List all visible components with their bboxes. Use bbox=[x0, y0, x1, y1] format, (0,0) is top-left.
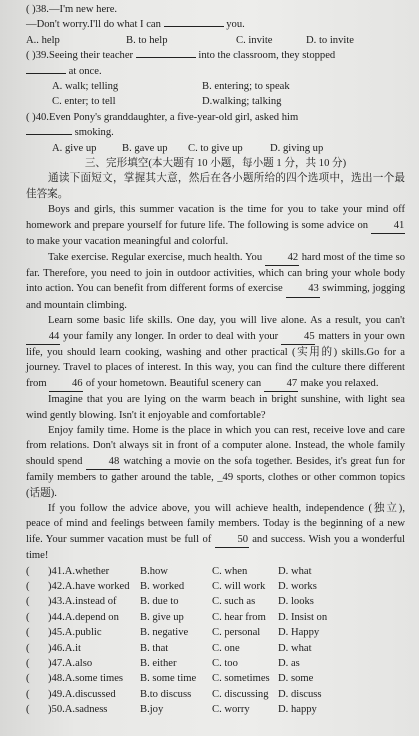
text: Boys and girls, this summer vacation is the time for you to take your mind off homework and prepare yourself for future life. The following is some advice on bbox=[26, 204, 405, 231]
text: hard most of the time so far. Therefore, you need to join in outdoor activities, which can bring your whole body into action. You can benefit from different forms of exercise bbox=[26, 251, 405, 295]
option-a: )45.A.public bbox=[48, 627, 102, 639]
option-d: D. discuss bbox=[278, 688, 322, 700]
answer-row-50 bbox=[26, 702, 405, 717]
answer-options-list bbox=[26, 564, 405, 718]
text: matters in your own life, you should learn cooking, washing and other practical (实用的) skills.Go for a journey. Travel to places of interest. In this way, you can find the culture there different from bbox=[26, 330, 405, 389]
q38-stem-2 bbox=[26, 17, 405, 32]
blank-48: 48 bbox=[86, 454, 120, 470]
paren: ( bbox=[26, 673, 30, 685]
option-b: B. that bbox=[140, 642, 169, 654]
q39-stem-a: ( )39.Seeing their teacher bbox=[26, 50, 134, 62]
blank-44: 44 bbox=[26, 329, 60, 345]
option-c: C. such as bbox=[212, 596, 256, 608]
option-a: )41.A.whether bbox=[48, 565, 110, 577]
option: D. to invite bbox=[306, 34, 354, 46]
option-d: D. some bbox=[278, 673, 314, 685]
paragraph-1 bbox=[26, 202, 405, 249]
q39-stem-b: into the classroom, they stopped bbox=[198, 50, 336, 62]
option-c: C. sometimes bbox=[212, 673, 270, 685]
q39-options-row2 bbox=[26, 94, 405, 109]
answer-row-46 bbox=[26, 641, 405, 656]
q39-stem bbox=[26, 48, 405, 63]
paren: ( bbox=[26, 658, 30, 670]
blank-47: 47 bbox=[264, 376, 298, 392]
option: A.. help bbox=[26, 34, 60, 46]
answer-row-44 bbox=[26, 610, 405, 625]
answer-blank bbox=[164, 26, 224, 27]
option: B. gave up bbox=[122, 142, 168, 154]
answer-blank bbox=[26, 73, 66, 74]
option: C. invite bbox=[236, 34, 273, 46]
option: C. enter; to tell bbox=[52, 96, 116, 108]
section-title: 三、完形填空(本大题有 10 小题，每小题 1 分，共 10 分) bbox=[84, 158, 347, 170]
paragraph-5 bbox=[26, 423, 405, 501]
answer-row-47 bbox=[26, 656, 405, 671]
option-a: )50.A.sadness bbox=[48, 704, 108, 716]
answer-row-42 bbox=[26, 579, 405, 594]
option-d: D. Happy bbox=[278, 627, 320, 639]
text: and success. Wish you a wonderful time! bbox=[26, 533, 406, 562]
option-a: )43.A.instead of bbox=[48, 596, 117, 608]
option: C. to give up bbox=[188, 142, 243, 154]
option-a: )48.A.some times bbox=[48, 673, 124, 685]
q38-stem-b: you. bbox=[226, 19, 245, 31]
option-d: D. happy bbox=[278, 704, 317, 716]
option-d: D. what bbox=[278, 565, 312, 577]
option-c: C. will work bbox=[212, 581, 266, 593]
option-b: B.how bbox=[140, 565, 168, 577]
paren: ( bbox=[26, 581, 30, 593]
option-a: )49.A.discussed bbox=[48, 688, 116, 700]
q38-options bbox=[26, 33, 405, 48]
option-d: D. what bbox=[278, 642, 312, 654]
option-b: B. negative bbox=[140, 627, 189, 639]
option-c: C. worry bbox=[212, 704, 250, 716]
paragraph-2 bbox=[26, 250, 405, 314]
option-a: )46.A.it bbox=[48, 642, 81, 654]
text: your family any longer. In order to deal with your bbox=[60, 330, 282, 342]
q38-stem: ( )38.—I'm new here. bbox=[26, 4, 118, 15]
option-a: )44.A.depend on bbox=[48, 611, 119, 623]
paren: ( bbox=[26, 688, 30, 700]
q39-stem-2 bbox=[26, 64, 405, 79]
option: D.walking; talking bbox=[202, 96, 282, 108]
text: If you follow the advice above, you will achieve health, independence (独立), peace of mind and feelings between family members. Today is the beginning of a new life. Your summer vacation must be full of bbox=[26, 503, 405, 545]
text: to make your vacation meaningful and colorful. bbox=[26, 236, 229, 248]
option-d: D. Insist on bbox=[278, 611, 328, 623]
text: make you relaxed. bbox=[297, 377, 379, 389]
answer-row-49 bbox=[26, 687, 405, 702]
option-b: B. give up bbox=[140, 611, 184, 623]
paren: ( bbox=[26, 627, 30, 639]
option-c: C. personal bbox=[212, 627, 261, 639]
option-b: B.joy bbox=[140, 704, 164, 716]
q39-options-row1 bbox=[26, 79, 405, 94]
option: D. giving up bbox=[270, 142, 324, 154]
option-b: B. worked bbox=[140, 581, 185, 593]
answer-row-48 bbox=[26, 671, 405, 686]
q39-stem-c: at once. bbox=[68, 65, 102, 77]
text: Enjoy family time. Home is the place in which you can rest, receive love and care from relations. Don't always sit in front of a computer alone. Instead, the whole family should spend bbox=[26, 424, 405, 467]
option: B. entering; to speak bbox=[202, 81, 290, 93]
answer-row-41 bbox=[26, 564, 405, 579]
option: B. to help bbox=[126, 34, 168, 46]
answer-blank bbox=[136, 57, 196, 58]
blank-45: 45 bbox=[281, 329, 315, 345]
option: A. give up bbox=[52, 142, 97, 154]
option-a: )47.A.also bbox=[48, 658, 93, 670]
option-d: D. works bbox=[278, 581, 317, 593]
answer-row-45 bbox=[26, 625, 405, 640]
q40-stem-2 bbox=[26, 125, 405, 140]
option-c: C. one bbox=[212, 642, 240, 654]
blank-50: 50 bbox=[215, 532, 249, 548]
paren: ( bbox=[26, 642, 30, 654]
option-b: B. some time bbox=[140, 673, 197, 685]
blank-42: 42 bbox=[265, 250, 299, 266]
answer-blank bbox=[26, 134, 72, 135]
option-b: B.to discuss bbox=[140, 688, 192, 700]
blank-41: 41 bbox=[371, 218, 405, 234]
text: Learn some basic life skills. One day, you will live alone. As a result, you can't bbox=[48, 315, 405, 327]
option-c: C. hear from bbox=[212, 611, 266, 623]
q40-stem: ( )40.Even Pony's granddaughter, a five-year-old girl, asked him bbox=[26, 111, 299, 123]
option: A. walk; telling bbox=[52, 81, 119, 93]
q38-stem-a: —Don't worry.I'll do what I can bbox=[26, 19, 161, 31]
blank-46: 46 bbox=[49, 376, 83, 392]
paragraph-4: Imagine that you are lying on the warm beach in bright sunshine, with light sea wind gently blowing. Isn't it enjoyable and comfortable? bbox=[26, 394, 405, 421]
q40-stem-c: smoking. bbox=[74, 127, 114, 139]
text: of your hometown. Beautiful scenery can bbox=[83, 377, 264, 389]
option-c: C. discussing bbox=[212, 688, 269, 700]
text: watching a movie on the sofa together. Besides, it's great fun for family members to gather around the table, _49 sports, clothes or other common topics (话题). bbox=[26, 455, 405, 499]
option-c: C. when bbox=[212, 565, 248, 577]
option-c: C. too bbox=[212, 658, 238, 670]
option-d: D. looks bbox=[278, 596, 314, 608]
q40-options bbox=[26, 141, 405, 156]
option-a: )42.A.have worked bbox=[48, 581, 130, 593]
text: Take exercise. Regular exercise, much health. You bbox=[48, 251, 265, 263]
option-b: B. due to bbox=[140, 596, 179, 608]
paren: ( bbox=[26, 596, 30, 608]
option-b: B. either bbox=[140, 658, 177, 670]
answer-row-43 bbox=[26, 594, 405, 609]
paragraph-6 bbox=[26, 501, 405, 564]
paren: ( bbox=[26, 611, 30, 623]
text: swimming, jogging and mountain climbing. bbox=[26, 283, 405, 311]
blank-43: 43 bbox=[286, 281, 320, 297]
option-d: D. as bbox=[278, 658, 300, 670]
paragraph-3 bbox=[26, 313, 405, 392]
section-instruction: 通读下面短文，掌握其大意，然后在各小题所给的四个选项中，选出一个最佳答案。 bbox=[26, 173, 405, 200]
paren: ( bbox=[26, 565, 30, 577]
paren: ( bbox=[26, 704, 30, 716]
